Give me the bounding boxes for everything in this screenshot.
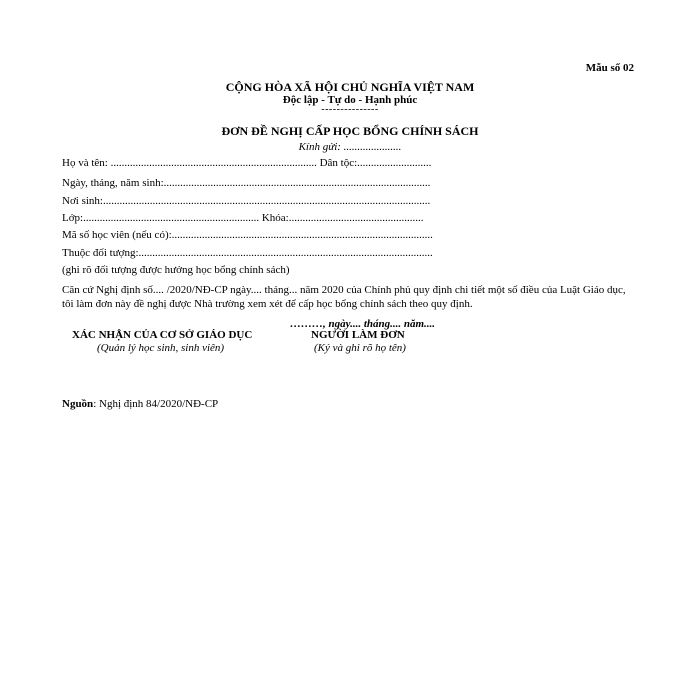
applicant-subtitle: (Ký và ghi rõ họ tên) bbox=[314, 342, 406, 354]
form-code: Mẫu số 02 bbox=[585, 62, 634, 74]
national-title: CỘNG HÒA XÃ HỘI CHỦ NGHĨA VIỆT NAM bbox=[225, 80, 475, 94]
header-divider: --------------- bbox=[321, 104, 379, 115]
source-label: Nguồn bbox=[62, 398, 94, 410]
request-paragraph: Căn cứ Nghị định số.... /2020/NĐ-CP ngày.... tháng... năm 2020 của Chính phủ quy định chi tiết một số điều của Luật Giáo dục, tôi làm đơn này đề nghị được Nhà trường xem xét để cấp học bổng chính sách theo quy định. bbox=[62, 284, 626, 310]
field-class-course: Lớp:................................................................ Khóa:................................................. bbox=[62, 212, 424, 224]
institution-confirmation-subtitle: (Quản lý học sinh, sinh viên) bbox=[97, 342, 225, 354]
institution-confirmation-title: XÁC NHẬN CỦA CƠ SỞ GIÁO DỤC bbox=[72, 329, 253, 341]
field-beneficiary-note: (ghi rõ đối tượng được hưởng học bổng chính sách) bbox=[62, 264, 290, 276]
field-student-id: Mã số học viên (nếu có):............................................................................................... bbox=[62, 229, 433, 241]
field-name-ethnicity: Họ và tên: ........................................................................... Dân tộc:........................... bbox=[62, 157, 432, 169]
field-beneficiary-group: Thuộc đối tượng:........................................................................................................... bbox=[62, 247, 433, 259]
applicant-title: NGƯỜI LÀM ĐƠN bbox=[311, 329, 405, 341]
field-date-of-birth: Ngày, tháng, năm sinh:................................................................................................. bbox=[62, 177, 431, 189]
addressee-line: Kính gửi: ..................... bbox=[298, 141, 402, 153]
date-line: ………, ngày.... tháng.... năm.... bbox=[290, 318, 436, 330]
national-motto: Độc lập - Tự do - Hạnh phúc bbox=[282, 94, 418, 106]
source-line bbox=[62, 398, 218, 410]
document-title: ĐƠN ĐỀ NGHỊ CẤP HỌC BỔNG CHÍNH SÁCH bbox=[221, 124, 479, 138]
source-text: : Nghị định 84/2020/NĐ-CP bbox=[93, 398, 219, 410]
field-birthplace: Nơi sinh:....................................................................................................................... bbox=[62, 195, 431, 207]
